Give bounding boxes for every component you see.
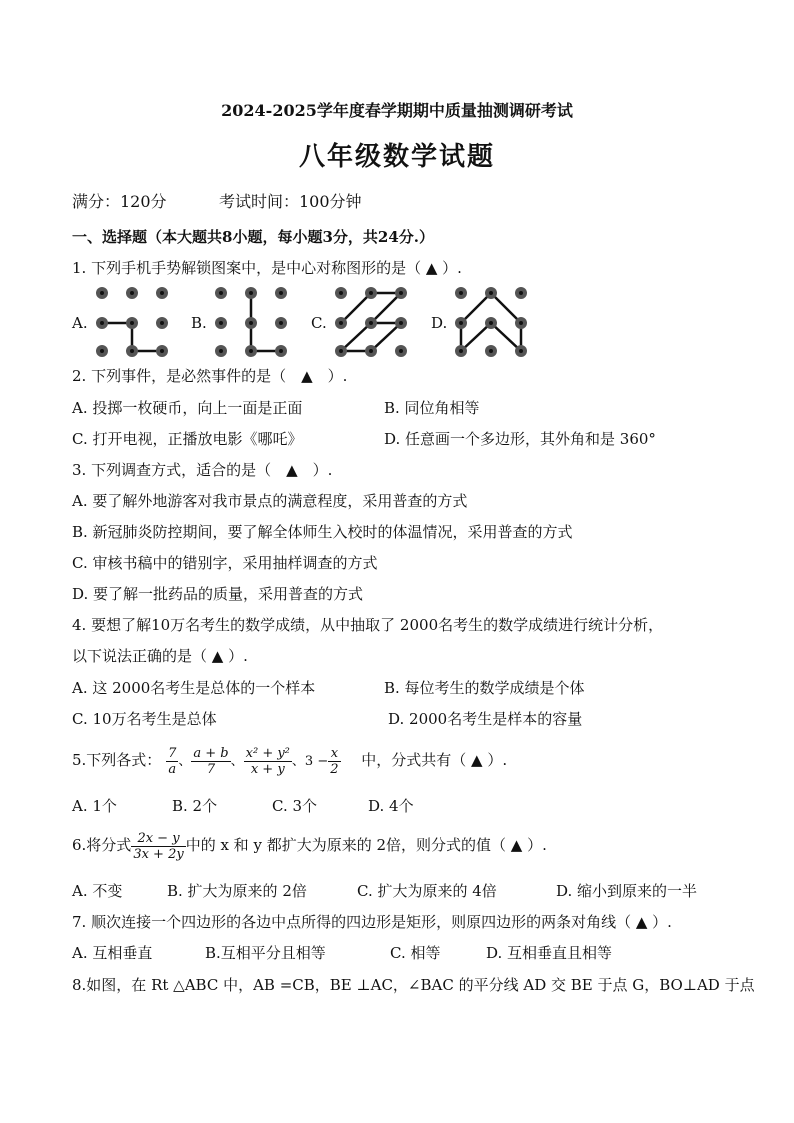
q1-label-b: B. [191,314,207,332]
section-heading: 一、选择题（本大题共8小题，每小题3分，共24分.） [72,228,434,246]
q6-option-b: B. 扩大为原来的 2倍 [167,882,307,900]
lock-dot-center [160,291,164,295]
q6-num: 2x − y [131,831,185,847]
score-info: 满分：120分 [72,192,167,211]
q1-label-c: C. [311,314,327,332]
lock-dot-center [459,321,463,325]
lock-dot-center [459,349,463,353]
time-info: 考试时间：100分钟 [219,192,362,211]
lock-dot-center [519,349,523,353]
q4-stem-line1: 4. 要想了解10万名考生的数学成绩，从中抽取了 2000名考生的数学成绩进行统计分析， [72,616,664,634]
lock-dot-center [279,349,283,353]
q3-stem: 3. 下列调查方式，适合的是（ ▲ ）. [72,461,333,479]
lock-dot-center [219,291,223,295]
q2-option-b: B. 同位角相等 [384,399,480,417]
lock-dot-center [249,321,253,325]
lock-dot-center [369,321,373,325]
lock-dot-center [100,291,104,295]
lock-dot-center [339,321,343,325]
q5-sep-3: 、 [291,754,305,769]
q4-option-b: B. 每位考生的数学成绩是个体 [384,679,585,697]
lock-dot-center [519,321,523,325]
q2-option-c: C. 打开电视，正播放电影《哪吒》 [72,430,303,448]
q5-f1-num: 7 [168,745,177,761]
q4-option-c: C. 10万名考生是总体 [72,710,217,728]
q1-label-d: D. [431,314,448,332]
lock-dot-center [519,291,523,295]
lock-pattern-b [211,283,291,363]
lock-dot-center [489,321,493,325]
lock-dot-center [130,291,134,295]
lock-dot-center [459,291,463,295]
q5-f4-num: x [328,746,340,762]
q7-option-a: A. 互相垂直 [72,944,153,962]
q5-option-a: A. 1个 [72,797,117,815]
q5-f3-den: x + y [250,761,285,777]
q6-suffix: 中的 x 和 y 都扩大为原来的 2倍，则分式的值（ ▲ ）. [185,836,547,854]
q5-stem [72,743,507,779]
q6-fraction [131,831,185,862]
lock-dot-center [399,321,403,325]
q5-fraction-2 [191,746,230,777]
q6-prefix: 6.将分式 [72,836,132,854]
lock-dot-center [339,291,343,295]
q7-option-d: D. 互相垂直且相等 [486,944,613,962]
q3-option-d: D. 要了解一批药品的质量，采用普查的方式 [72,585,364,603]
q5-f2-num: a + b [193,745,229,761]
q5-option-b: B. 2个 [172,797,218,815]
lock-dot-center [399,349,403,353]
q5-f4-prefix: 3 − [304,754,329,769]
q3-option-b: B. 新冠肺炎防控期间，要了解全体师生入校时的体温情况，采用普查的方式 [72,523,573,541]
lock-dot-center [130,321,134,325]
lock-dot-center [160,349,164,353]
q6-stem [72,828,547,862]
q5-option-c: C. 3个 [272,797,318,815]
lock-dot-center [219,349,223,353]
lock-dot-center [369,291,373,295]
q5-f4-den: 2 [330,761,339,777]
q5-sep-1: 、 [178,754,192,769]
q6-option-a: A. 不变 [72,882,123,900]
q5-fraction-3 [244,746,292,777]
q5-sep-2: 、 [230,754,244,769]
lock-dot-center [100,321,104,325]
q3-option-c: C. 审核书稿中的错别字，采用抽样调查的方式 [72,554,378,572]
q5-option-d: D. 4个 [368,797,414,815]
q7-option-c: C. 相等 [390,944,441,962]
paper-title: 八年级数学试题 [298,142,495,172]
lock-dot-center [489,349,493,353]
lock-dot-center [249,291,253,295]
lock-pattern-c [331,283,411,363]
lock-dot-center [369,349,373,353]
lock-pattern-d [451,283,531,363]
q5-f1-den: a [168,761,177,777]
lock-dot-center [100,349,104,353]
q6-den: 3x + 2y [133,846,184,862]
lock-pattern-a [92,283,172,363]
q4-option-d: D. 2000名考生是样本的容量 [388,710,583,728]
lock-dot-center [219,321,223,325]
q5-f3-num: x² + y² [245,745,290,761]
q5-prefix: 5.下列各式： [72,751,162,769]
q5-fraction-1 [166,746,178,777]
q1-stem: 1. 下列手机手势解锁图案中，是中心对称图形的是（ ▲ ）. [72,259,462,277]
lock-dot-center [399,291,403,295]
q2-stem: 2. 下列事件，是必然事件的是（ ▲ ）. [72,367,348,385]
q7-option-b: B.互相平分且相等 [205,944,326,962]
q3-option-a: A. 要了解外地游客对我市景点的满意程度，采用普查的方式 [72,492,468,510]
lock-dot-center [279,321,283,325]
lock-dot-center [160,321,164,325]
q5-suffix: 中，分式共有（ ▲ ）. [361,751,508,769]
q6-option-d: D. 缩小到原来的一半 [556,882,698,900]
lock-dot-center [249,349,253,353]
q5-fraction-4 [328,746,340,777]
q5-f2-den: 7 [206,761,216,777]
q4-stem-line2: 以下说法正确的是（ ▲ ）. [72,647,248,665]
q6-option-c: C. 扩大为原来的 4倍 [357,882,497,900]
q7-stem: 7. 顺次连接一个四边形的各边中点所得的四边形是矩形，则原四边形的两条对角线（ ▲ ）. [72,913,672,931]
q2-option-a: A. 投掷一枚硬币，向上一面是正面 [72,399,303,417]
q2-option-d: D. 任意画一个多边形，其外角和是 360° [384,430,656,448]
exam-title: 2024-2025学年度春学期期中质量抽测调研考试 [221,101,573,120]
lock-dot-center [130,349,134,353]
lock-dot-center [489,291,493,295]
lock-dot-center [339,349,343,353]
q4-option-a: A. 这 2000名考生是总体的一个样本 [72,679,316,697]
q8-stem: 8.如图，在 Rt △ABC 中，AB =CB，BE ⊥AC，∠BAC 的平分线 AD 交 BE 于点 G，BO⊥AD 于点 [72,976,755,994]
q1-label-a: A. [72,314,88,332]
lock-dot-center [279,291,283,295]
